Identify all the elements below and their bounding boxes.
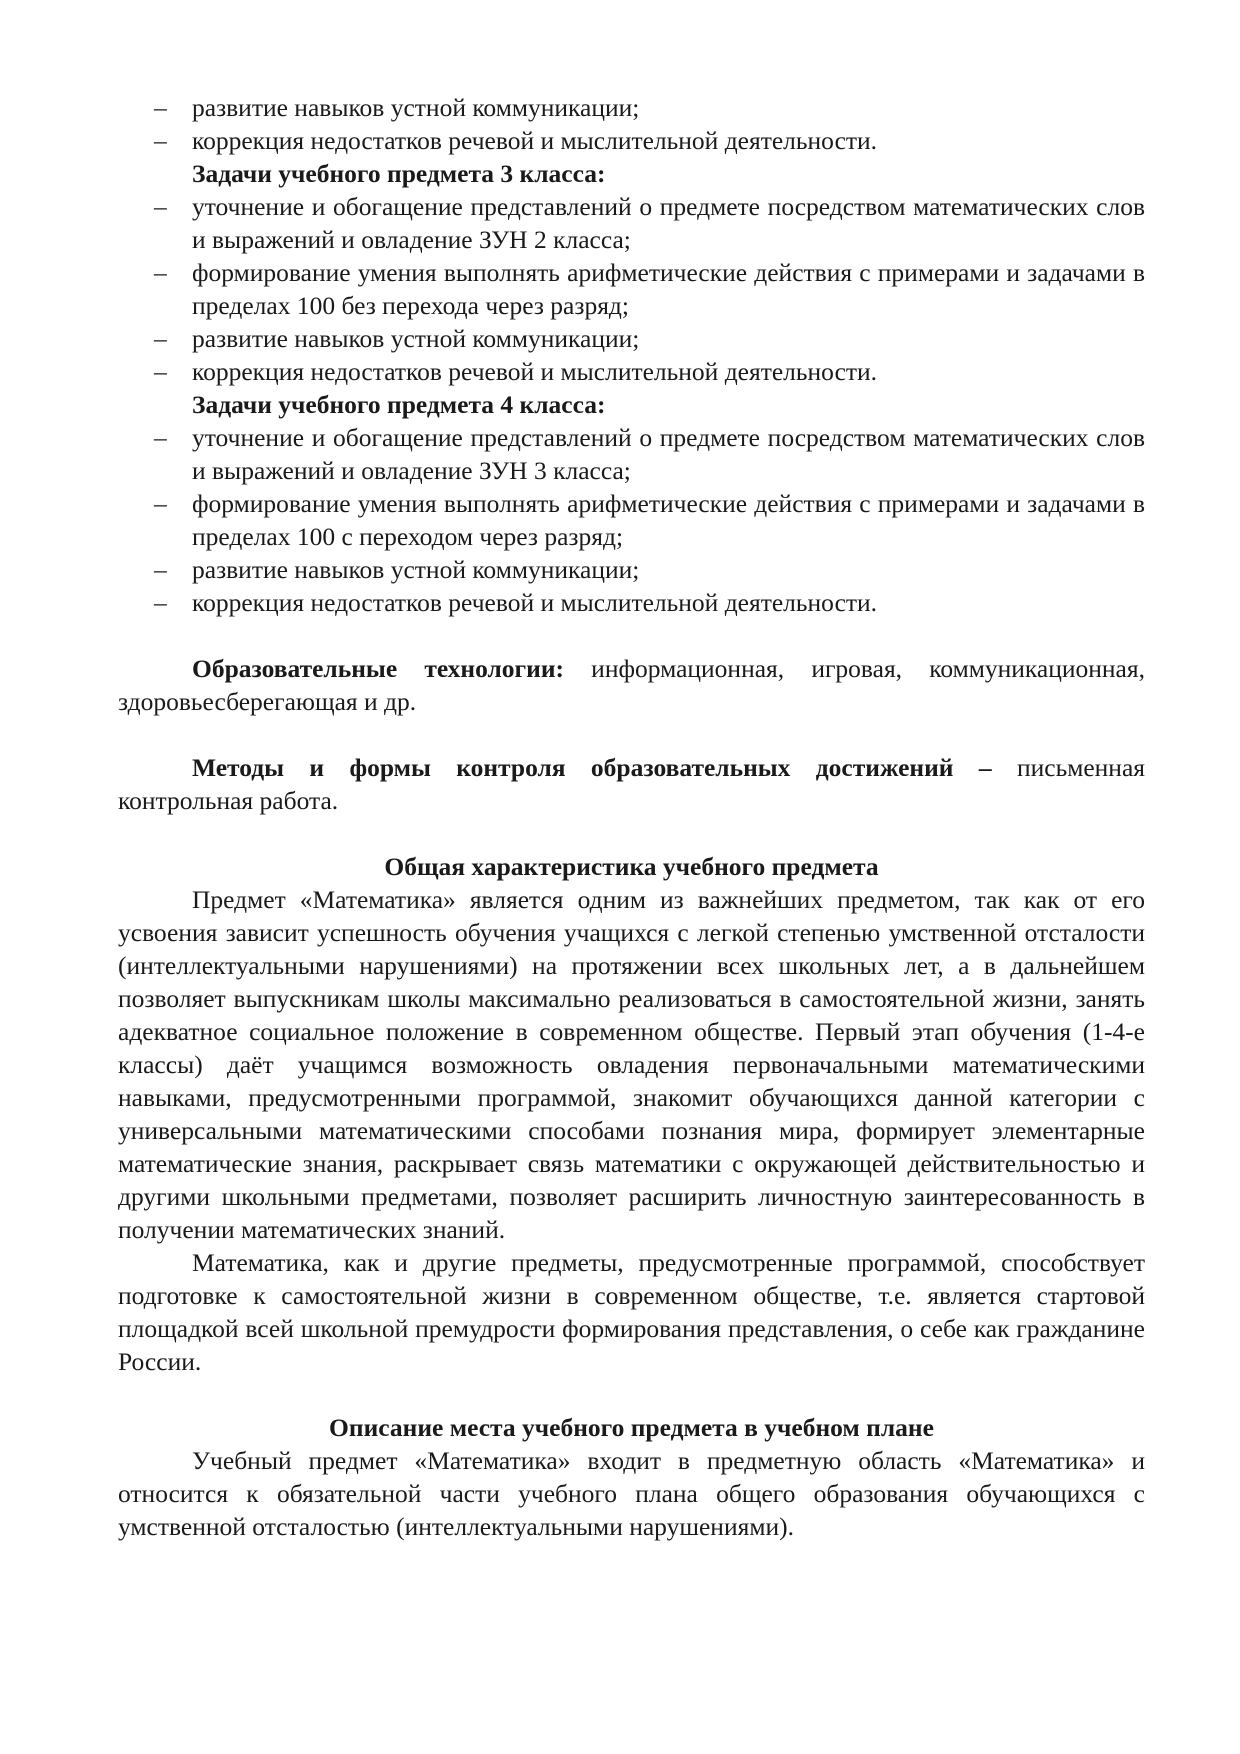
dash-bullet: – [154, 357, 167, 386]
list-item [118, 124, 1145, 157]
dash-bullet: – [154, 423, 167, 452]
list-item [118, 487, 1145, 553]
control-label: Методы и формы контроля образовательных достижений – [192, 753, 992, 782]
dash-bullet: – [154, 555, 167, 584]
characteristics-heading: Общая характеристика учебного предмета [384, 852, 879, 881]
list-item-text: уточнение и обогащение представлений о предмете посредством математических слов и выражений и овладение ЗУН 3 класса; [192, 423, 1145, 485]
grade4-heading: Задачи учебного предмета 4 класса: [192, 390, 606, 419]
technologies-paragraph [118, 652, 1145, 718]
list-item [118, 91, 1145, 124]
dash-bullet: – [154, 588, 167, 617]
technologies-text: информационная, игровая, коммуникационная, здоровьесберегающая и др. [118, 654, 1145, 716]
dash-bullet: – [154, 324, 167, 353]
list-item-text: формирование умения выполнять арифметические действия с примерами и задачами в пределах 100 с переходом через разряд; [192, 489, 1145, 551]
list-item-text: коррекция недостатков речевой и мыслительной деятельности. [192, 126, 878, 155]
list-item-text: уточнение и обогащение представлений о предмете посредством математических слов и выражений и овладение ЗУН 2 класса; [192, 192, 1145, 254]
characteristics-paragraph-1: Предмет «Математика» является одним из важнейших предметом, так как от его усвоения зависит успешность обучения учащихся с легкой степенью умственной отсталости (интеллектуальными нарушениями) на протяжении всех школьных лет, а в дальнейшем позволяет выпускникам школы максимально реализоваться в самостоятельной жизни, занять адекватное социальное положение в современном обществе. Первый этап обучения (1-4-е классы) даёт учащимся возможность овладения первоначальными математическими навыками, предусмотренными программой, знакомит обучающихся данной категории с универсальными математическими способами познания мира, формирует элементарные математические знания, раскрывает связь математики с окружающей действительностью и другими школьными предметами, позволяет расширить личностную заинтересованность в получении математических знаний. [118, 885, 1145, 1244]
dash-bullet: – [154, 126, 167, 155]
place-paragraph: Учебный предмет «Математика» входит в предметную область «Математика» и относится к обязательной части учебного плана общего образования обучающихся с умственной отсталостью (интеллектуальными нарушениями). [118, 1446, 1145, 1541]
list-item [118, 190, 1145, 256]
dash-bullet: – [154, 258, 167, 287]
list-item-text: развитие навыков устной коммуникации; [192, 93, 640, 122]
list-item-text: коррекция недостатков речевой и мыслительной деятельности. [192, 588, 878, 617]
control-text: письменная контрольная работа. [118, 753, 1145, 815]
place-heading: Описание места учебного предмета в учебном плане [329, 1413, 934, 1442]
list-item [118, 553, 1145, 586]
list-item [118, 322, 1145, 355]
spacer [118, 718, 1145, 751]
list-item-text: развитие навыков устной коммуникации; [192, 324, 640, 353]
spacer [118, 817, 1145, 850]
dash-bullet: – [154, 93, 167, 122]
technologies-label: Образовательные технологии: [192, 654, 565, 683]
list-item-text: развитие навыков устной коммуникации; [192, 555, 640, 584]
list-item [118, 256, 1145, 322]
list-item-text: коррекция недостатков речевой и мыслительной деятельности. [192, 357, 878, 386]
grade3-heading: Задачи учебного предмета 3 класса: [192, 159, 606, 188]
control-paragraph [118, 751, 1145, 817]
list-item [118, 586, 1145, 619]
characteristics-paragraph-2: Математика, как и другие предметы, предусмотренные программой, способствует подготовке к самостоятельной жизни в современном обществе, т.е. является стартовой площадкой всей школьной премудрости формирования представления, о себе как гражданине России. [118, 1248, 1145, 1376]
list-item [118, 355, 1145, 388]
list-item [118, 421, 1145, 487]
spacer [118, 619, 1145, 652]
spacer [118, 1378, 1145, 1411]
dash-bullet: – [154, 489, 167, 518]
dash-bullet: – [154, 192, 167, 221]
list-item-text: формирование умения выполнять арифметические действия с примерами и задачами в пределах 100 без перехода через разряд; [192, 258, 1145, 320]
